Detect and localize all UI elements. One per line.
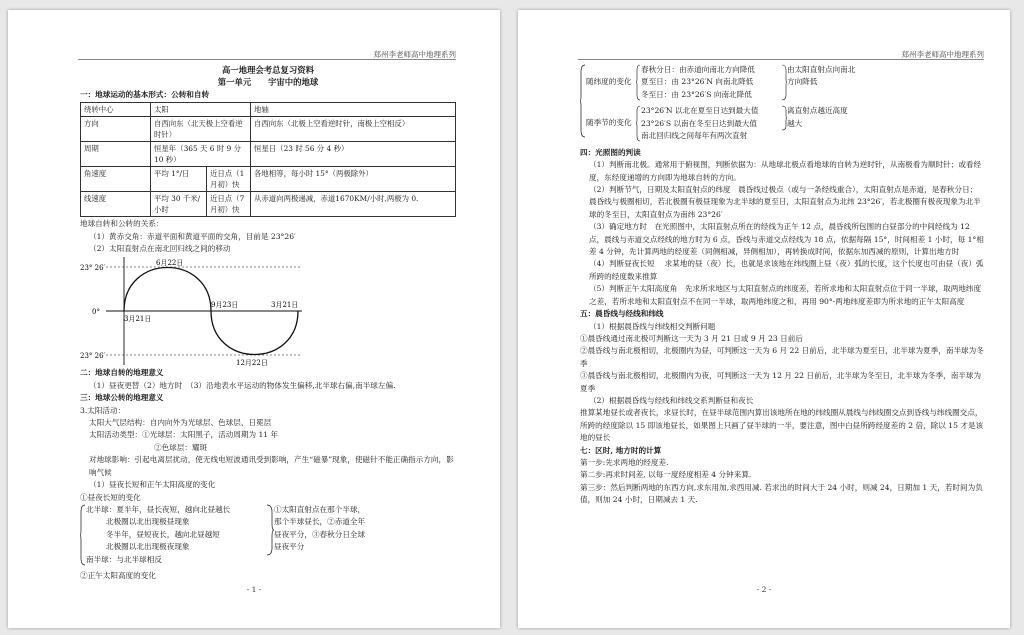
table-cell: 周期 — [81, 142, 151, 167]
group-conclusion — [787, 105, 848, 146]
table-cell: 从赤道向两极递减，赤道1670KM/小时,两极为 0. — [251, 192, 456, 217]
paragraph: （4）判断昼夜长短 求某地的昼（夜）长，也就是求该地在纬线圈上昼（夜）弧的长度，这个长度也可由昼（夜）弧所跨的经度数来推算 — [589, 259, 984, 281]
paragraph: 南半球：与北半球相反 — [86, 554, 162, 564]
paragraph: 23°26′N 以北在夏至日达到最大值 — [641, 106, 759, 116]
brace-icon — [80, 504, 86, 566]
north-south-lines — [86, 504, 266, 570]
noon-height-brace-block — [580, 64, 984, 147]
table-cell: 太阳 — [151, 103, 251, 117]
brace-icon — [266, 504, 274, 556]
paragraph: 春秋分日：由赤道向南北方向降低 — [641, 65, 755, 74]
table-row — [81, 192, 456, 217]
paragraph: 推算某地昼长或者夜长，求昼长时，在昼半球范围内算出该地所在地的纬线圈从晨线与纬线圈交点到昏线与纬线圈交点，所跨的经度除以 15 即该地昼长，如果图上只画了昼半球的一半，要注意，图中白昼所跨经度差的 2 倍，除以 15 才是该地的昼长 — [580, 408, 984, 443]
left-brace — [80, 504, 86, 570]
table-cell: 平均 1°/日 — [151, 167, 207, 192]
paragraph: 方向降低 — [787, 77, 818, 87]
paragraph: ②晨昏线与南北极相切，北极圈内为昼，可判断这一天为 6 月 22 日前后，北半球为夏至日，北半球为夏季，南半球为冬季 — [580, 346, 984, 368]
page-header: 郑州李老师高中地理系列 — [373, 50, 456, 59]
table-cell: 平均 30 千米/小时 — [151, 192, 207, 217]
conclusion-lines — [274, 504, 365, 570]
table-cell: 各地相等，每小时 15°（两极除外） — [251, 167, 456, 192]
group-label: 随纬度的变化 — [586, 77, 632, 86]
table-cell: 近日点（7 月初）快 — [207, 192, 251, 217]
section-heading: 三：地球公转的地理意义 — [80, 393, 164, 403]
table-row — [81, 103, 456, 117]
subsolar-migration-chart — [80, 255, 456, 367]
paragraph: （2）根据晨昏线与经线和纬线交系判断昼和夜长 — [589, 395, 754, 405]
date-label: 3月21日 — [124, 315, 152, 324]
paragraph: 昼夜平分，③春秋分日全球 — [274, 529, 366, 539]
date-label: 9月23日 — [211, 301, 239, 310]
paragraph: 那个半球昼长，②赤道全年 — [274, 517, 366, 527]
migration-curve-svg — [80, 255, 340, 367]
paragraph: ③晨昏线与南北极相切，北极圈内为夜，可判断这一天为 12 月 22 日前后，北半球为冬至日，北半球为冬季，南半球为夏季 — [580, 371, 982, 393]
table-row — [81, 167, 456, 192]
paragraph: ①昼夜长短的变化 — [80, 492, 141, 502]
table-cell: 恒星日（23 时 56 分 4 秒） — [251, 142, 456, 167]
table-row — [81, 142, 456, 167]
day-length-brace-block — [80, 504, 456, 570]
paragraph: 夏至日：由 23°26′N 向南北降低 — [641, 77, 754, 87]
section-heading: 四：光照图的判读 — [580, 147, 641, 157]
table-cell: 自西向东（北极上空看逆时针，南极上空相反） — [251, 117, 456, 142]
paragraph: （1）根据晨昏线与纬线相交判断问题 — [589, 321, 716, 331]
latitude-group — [586, 64, 855, 105]
paragraph: 第三步：然后判断两地的东西方向,求东用加,求西用减. 若求出的时间大于 24 小时，则减 24，日期加 1 天，若时间为负值，则加 24 小时，日期减去 1 天. — [580, 482, 983, 505]
unit-title: 第一单元 宇宙中的地球 — [217, 77, 319, 88]
paragraph: 23°26′S 以南在冬至日达到最大值 — [641, 118, 757, 128]
table-cell: 自西向东（北天极上空看逆时针） — [151, 117, 251, 142]
paragraph: ②正午太阳高度的变化 — [80, 571, 156, 581]
paragraph: ①晨昏线通过南北极可判断这一天为 3 月 21 日或 9 月 23 日前后 — [580, 333, 803, 343]
paragraph: 越大 — [787, 118, 803, 128]
paragraph: （5）判断正午太阳高度角 先求所求地区与太阳直射点的纬度差，若所求地和太阳直射点位于同一半球，取两地纬度之差，若所求地和太阳直射点不在同一半球，取两地纬度之和，再用 90°-两地纬度差即为所求地的正午太阳高度 — [589, 284, 982, 306]
paragraph: （1）昼夜更替（2）地方时 （3）沿地表水平运动的物体发生偏移,北半球右偏,南半球左偏. — [89, 380, 396, 390]
table-cell: 角速度 — [81, 167, 151, 192]
page-number: - 1 - — [246, 585, 262, 594]
paragraph: ①太阳直射点在那个半球， — [274, 504, 366, 514]
section-heading: 一：地球运动的基本形式：公转和自转 — [80, 89, 210, 99]
table-cell: 地轴 — [251, 103, 456, 117]
paragraph: 由太阳直射点向南北 — [787, 65, 856, 74]
right-brace — [266, 504, 274, 570]
table-cell: 绕转中心 — [81, 103, 151, 117]
paragraph: 北极圈以北出现极昼现象 — [106, 517, 190, 527]
page-number: - 2 - — [756, 585, 772, 594]
date-label: 12月22日 — [236, 359, 268, 368]
table-cell: 近日点（1 月初）快 — [207, 167, 251, 192]
y-tick-label: 23° 26′ — [80, 352, 106, 361]
paragraph: （1）判断南北极。通常用于俯视图，判断依据为：从地球北极点看地球的自转为逆时针，从南极看为顺时针；或看经度，东经度递增的方向即为地球自转的方向。 — [589, 160, 982, 182]
paragraph: 第二步:再求时间差, 以每一度经度相差 4 分钟来算. — [580, 470, 752, 480]
paragraph: ②色球层：耀斑 — [154, 442, 208, 452]
header-rule — [578, 59, 984, 60]
paragraph: 北极圈以北出现极夜现象 — [106, 542, 190, 552]
paragraph: 地球自转和公转的关系： — [80, 219, 164, 229]
page-1-content — [80, 64, 456, 583]
page-header: 郑州李老师高中地理系列 — [901, 50, 984, 59]
group-conclusion — [787, 64, 855, 105]
paragraph: 对地球影响：引起电离层扰动，使无线电短波通讯受到影响，产生“磁暴”现象，使磁针不能正确指示方向，影响气候 — [89, 455, 454, 477]
paragraph: 离直射点越近高度 — [787, 106, 848, 116]
brace-content — [586, 64, 855, 147]
header-rule — [78, 59, 456, 60]
y-tick-label: 23° 26′ — [80, 264, 106, 273]
paragraph: 冬半年，昼短夜长，越向北昼越短 — [106, 529, 220, 539]
date-label: 6月22日 — [156, 259, 184, 268]
paragraph: （1）昼夜长短和正午太阳高度的变化 — [89, 480, 216, 490]
table-cell: 线速度 — [81, 192, 151, 217]
paragraph: 太阳大气层结构：自内向外为光球层、色球层、日冕层 — [89, 418, 272, 428]
table-cell: 方向 — [81, 117, 151, 142]
paragraph: 北半球：夏半年，昼长夜短，越向北昼越长 — [86, 504, 231, 514]
paragraph: （2）太阳直射点在南北回归线之间的移动 — [89, 244, 231, 254]
document-page-2 — [518, 10, 1010, 628]
paragraph: 太阳活动类型：①光球层：太阳黑子，活动周期为 11 年 — [89, 430, 279, 440]
motion-table — [80, 102, 456, 217]
table-row — [81, 117, 456, 142]
paragraph: （3）确定地方时 在光照图中，太阳直射点所在的经线为正午 12 点，晨昏线所包围的白昼部分的中间经线为 12 点，晨线与赤道交点经线的地方时为 6 点，昏线与赤道交点经线为 18 点，依据每隔 15°，时间相差 1 小时，每 1°相差 4 分钟，先计算两地的经度差（同侧相减，异侧相加），再转换成时间，依据东加西减的原则，计算出地方时 — [589, 222, 984, 257]
season-group — [586, 105, 855, 146]
section-heading: 二：地球自转的地理意义 — [80, 368, 164, 378]
paragraph: （1）黄赤交角：赤道平面和黄道平面的交角，目前是 23°26′ — [89, 231, 296, 241]
group-items — [641, 64, 781, 105]
section-heading: 七：区时, 地方时的计算 — [580, 445, 662, 455]
paragraph: 第一步:先求两地的经度差. — [580, 457, 669, 467]
group-label: 随季节的变化 — [586, 118, 632, 128]
paragraph: 南北回归线之间每年有两次直射 — [641, 131, 748, 141]
paragraph: 昼夜平分 — [274, 542, 305, 552]
y-tick-label: 0° — [92, 308, 100, 317]
section-heading: 五：晨昏线与经线和纬线 — [580, 309, 664, 319]
paragraph: 冬至日：由 23°26′S 向南北降低 — [641, 89, 752, 99]
date-label: 3月21日 — [271, 301, 299, 310]
document-page-1 — [8, 10, 500, 628]
paragraph: 3.太阳活动： — [80, 405, 126, 415]
paragraph: （2）判断节气，日期及太阳直射点的纬度 晨昏线过极点（或与一条经线重合），太阳直射点是赤道，是春秋分日；晨昏线与极圈相切，若北极圈有极昼现象为北半球的夏至日，太阳直射点为北纬 23°26′，若北极圈有极夜现象为北半球的冬至日，太阳直射点为南纬 23°26′ — [589, 185, 981, 219]
group-items — [641, 105, 781, 146]
document-title: 高一地理会考总复习资料 — [221, 65, 315, 75]
page-2-content — [580, 64, 984, 507]
table-cell: 恒星年（365 天 6 时 9 分 10 秒） — [151, 142, 251, 167]
